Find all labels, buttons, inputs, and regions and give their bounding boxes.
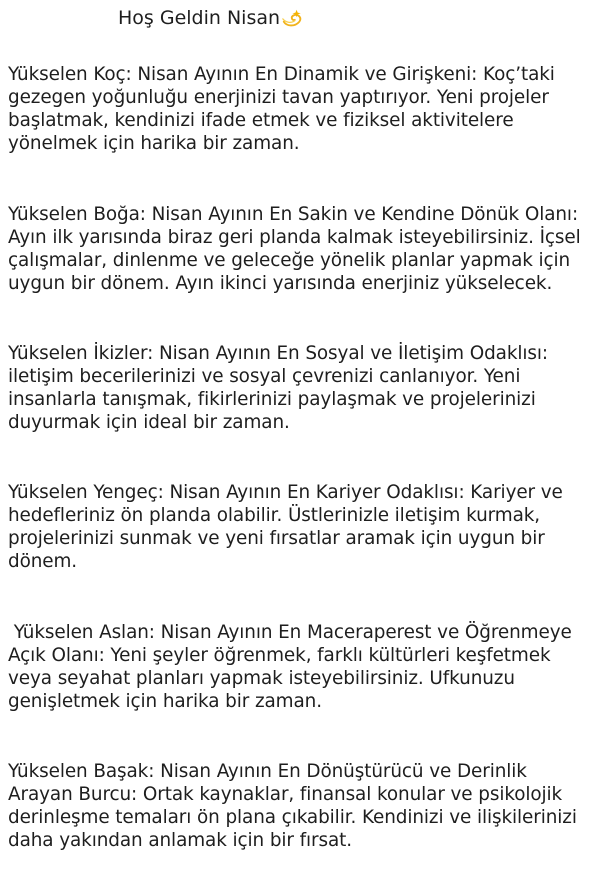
paragraph-line: yönelmek için harika bir zaman. bbox=[8, 133, 300, 154]
paragraph-line: Yükselen Yengeç: Nisan Ayının En Kariyer Odaklısı: Kariyer ve bbox=[8, 482, 563, 503]
paragraph-line: hedefleriniz ön planda olabilir. Üstlerinizle iletişim kurmak, bbox=[8, 505, 541, 526]
paragraph-line: Yükselen Koç: Nisan Ayının En Dinamik ve Girişkeni: Koç’taki bbox=[8, 64, 555, 85]
paragraph-line: insanlarla tanışmak, fikirlerinizi paylaşmak ve projelerinizi bbox=[8, 389, 536, 410]
paragraph-line: Yükselen Boğa: Nisan Ayının En Sakin ve Kendine Dönük Olanı: bbox=[8, 204, 579, 225]
section-basak bbox=[8, 760, 598, 852]
paragraph-line: uygun bir dönem. Ayın ikinci yarısında enerjiniz yükselecek. bbox=[8, 273, 553, 294]
title-text: Hoş Geldin Nisan bbox=[118, 7, 281, 29]
dizzy-icon bbox=[281, 7, 303, 29]
section-aslan bbox=[8, 621, 598, 713]
paragraph-line: Yükselen Aslan: Nisan Ayının En Maceraperest ve Öğrenmeye bbox=[8, 622, 572, 643]
paragraph-line: Ayın ilk yarısında biraz geri planda kalmak isteyebilirsiniz. İçsel bbox=[8, 227, 581, 248]
paragraph-line: veya seyahat planları yapmak isteyebilirsiniz. Ufkunuzu bbox=[8, 668, 515, 689]
paragraph-line: başlatmak, kendinizi ifade etmek ve fiziksel aktivitelere bbox=[8, 110, 514, 131]
paragraph-line: Arayan Burcu: Ortak kaynaklar, finansal konular ve psikolojik bbox=[8, 784, 563, 805]
section-yengec bbox=[8, 481, 598, 573]
post-title bbox=[118, 6, 303, 30]
paragraph-line: daha yakından anlamak için bir fırsat. bbox=[8, 830, 352, 851]
paragraph-line: gezegen yoğunluğu enerjinizi tavan yaptırıyor. Yeni projeler bbox=[8, 87, 549, 108]
paragraph-line: Yükselen Başak: Nisan Ayının En Dönüştürücü ve Derinlik bbox=[8, 761, 527, 782]
paragraph-line: projelerinizi sunmak ve yeni fırsatlar aramak için uygun bir bbox=[8, 528, 545, 549]
paragraph-line: dönem. bbox=[8, 551, 78, 572]
paragraph-line: Yükselen İkizler: Nisan Ayının En Sosyal ve İletişim Odaklısı: bbox=[8, 343, 548, 364]
section-boga bbox=[8, 203, 598, 295]
paragraph-line: derinleşme temaları ön plana çıkabilir. Kendinizi ve ilişkilerinizi bbox=[8, 807, 577, 828]
paragraph-line: duyurmak için ideal bir zaman. bbox=[8, 412, 290, 433]
section-koc bbox=[8, 63, 598, 155]
section-ikizler bbox=[8, 342, 598, 434]
paragraph-line: Açık Olanı: Yeni şeyler öğrenmek, farklı kültürleri keşfetmek bbox=[8, 645, 551, 666]
paragraph-line: genişletmek için harika bir zaman. bbox=[8, 691, 322, 712]
paragraph-line: iletişim becerilerinizi ve sosyal çevrenizi canlanıyor. Yeni bbox=[8, 366, 521, 387]
paragraph-line: çalışmalar, dinlenme ve geleceğe yönelik planlar yapmak için bbox=[8, 250, 571, 271]
